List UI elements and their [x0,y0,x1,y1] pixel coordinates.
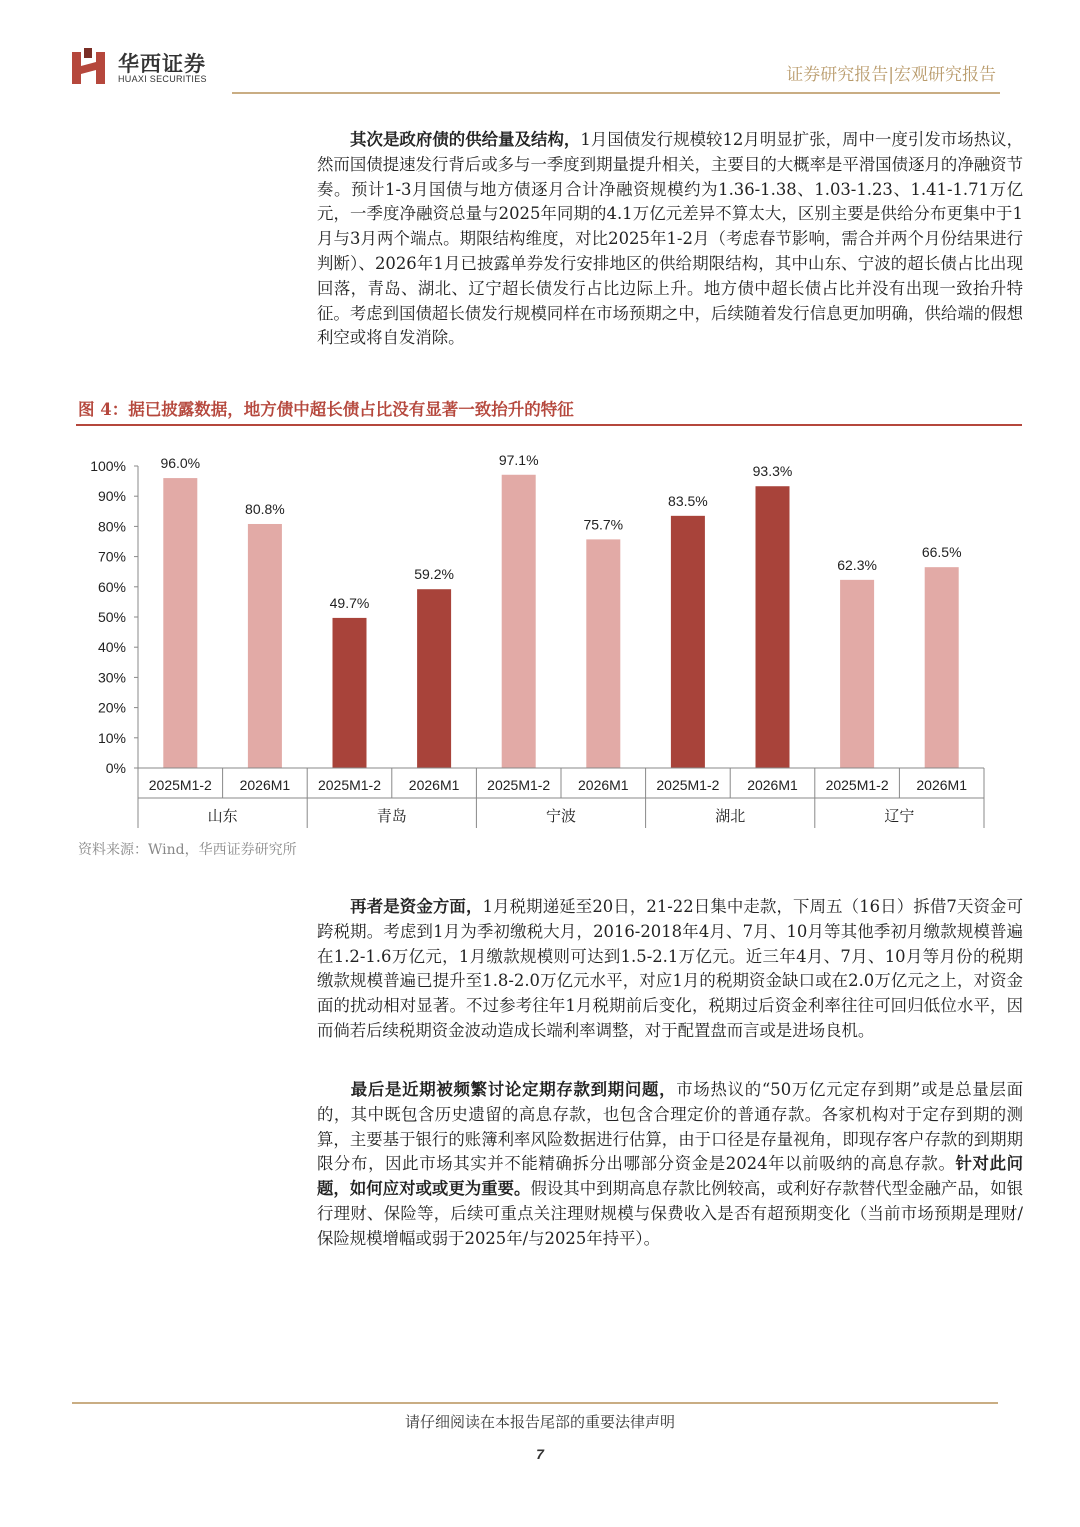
brand-name-en: HUAXI SECURITIES [118,74,207,84]
data-label: 62.3% [837,556,877,573]
data-label: 80.8% [245,500,285,517]
paragraph-body: 1月国债发行规模较12月明显扩张，周中一度引发市场热议，然而国债提速发行背后或多与一季度到期量提升相关，主要目的大概率是平滑国债逐月的净融资节奏。预计1-3月国债与地方债逐月合计净融资规模约为1.36-1.38、1.03-1.23、1.41-1.71万亿元，一季度净融资总量与2025年同期的4.1万亿元差异不算太大，区别主要是供给分布更集中于1月与3月两个端点。期限结构维度，对比2025年1-2月（考虑春节影响，需合并两个月份结果进行判断）、2026年1月已披露单券发行安排地区的供给期限结构，其中山东、宁波的超长债占比出现回落，青岛、湖北、辽宁超长债发行占比边际上升。地方债中超长债占比并没有出现一致抬升特征。考虑到国债超长债发行规模同样在市场预期之中，后续随着发行信息更加明确，供给端的假想利空或将自发消除。 [317,130,1023,348]
y-tick-label: 40% [97,639,126,656]
paragraph-lead: 最后是近期被频繁讨论定期存款到期问题， [350,1080,677,1099]
figure-divider [76,424,1022,426]
bar [925,567,959,768]
paragraph-body: 市场热议的“50万亿元定存到期”或是总量层面的，其中既包含历史遗留的高息存款，也包含合理定价的普通存款。各家机构对于定存到期的测算，主要基于银行的账簿利率风险数据进行估算，由于口径是存量视角，即现存客户存款的到期期限分布，因此市场其实并不能精确拆分出哪部分资金是2024年以前吸纳的高息存款。 [317,1080,1024,1174]
x-axis [138,768,984,828]
data-label: 66.5% [921,544,962,561]
brand-name: 华西证券 [118,52,206,76]
paragraph-lead: 再者是资金方面， [350,897,483,916]
x-category-label: 2026M1 [916,777,967,793]
paragraph-liquidity [317,895,1023,1044]
report-type: 证券研究报告|宏观研究报告 [786,65,996,85]
bar [417,589,451,768]
x-group-label: 青岛 [376,808,407,825]
x-category-label: 2025M1-2 [656,777,720,793]
y-tick-label: 90% [97,488,126,505]
y-tick-label: 0% [105,760,126,776]
x-group-label: 山东 [207,808,238,825]
x-category-label: 2025M1-2 [148,777,212,793]
data-label: 93.3% [752,463,793,480]
bar-chart [76,440,1016,835]
bar [502,475,536,768]
paragraph-body-tail: 假设其中到期高息存款比例较高，或利好存款替代型金融产品，如银行理财、保险等，后续可重点关注理财规模与保费收入是否有超预期变化（当前市场预期是理财/保险规模增幅或弱于2025年/与2025年持平）。 [317,1179,1024,1248]
y-tick-label: 100% [90,458,126,474]
bar [333,618,367,768]
x-group-label: 辽宁 [884,808,915,825]
bar [248,524,282,768]
y-tick-label: 10% [97,729,126,746]
paragraph-bold-sentence: 针对此问题，如何应对或或更为重要。 [317,1154,1024,1199]
y-tick-label: 30% [97,669,126,686]
bars [160,452,961,768]
bar [671,516,705,768]
paragraph-deposits [317,1078,1023,1252]
bar [163,478,197,768]
x-category-label: 2025M1-2 [825,777,889,793]
huaxi-logo-icon [72,48,116,88]
figure-title: 图 4：据已披露数据，地方债中超长债占比没有显著一致抬升的特征 [78,400,574,419]
y-axis [90,458,138,776]
x-category-label: 2026M1 [239,777,291,793]
data-label: 96.0% [160,455,201,472]
x-category-label: 2025M1-2 [317,777,382,793]
bar [586,539,620,768]
x-category-label: 2025M1-2 [487,777,551,793]
x-category-label: 2026M1 [578,777,629,793]
y-tick-label: 60% [97,578,126,595]
page-number: 7 [536,1446,544,1462]
data-label: 97.1% [498,451,539,468]
data-label: 49.7% [329,594,370,611]
legal-disclaimer: 请仔细阅读在本报告尾部的重要法律声明 [404,1413,675,1431]
y-tick-label: 20% [97,699,126,716]
data-label: 83.5% [668,492,708,509]
data-label: 75.7% [583,516,624,533]
x-category-label: 2026M1 [408,777,460,793]
y-tick-label: 80% [97,518,126,535]
footer-divider [72,1402,998,1404]
paragraph-lead: 其次是政府债的供给量及结构， [350,130,581,149]
y-tick-label: 50% [97,609,126,625]
data-label: 59.2% [414,566,454,583]
x-group-label: 湖北 [715,808,746,825]
figure-source: 资料来源：Wind，华西证券研究所 [78,842,297,858]
paragraph-body: 1月税期递延至20日，21-22日集中走款，下周五（16日）拆借7天资金可跨税期。考虑到1月为季初缴税大月，2016-2018年4月、7月、10月等其他季初月缴款规模普遍在1.2-1.6万亿元，1月缴款规模则可达到1.5-2.1万亿元。近三年4月、7月、10月等月份的税期缴款规模普遍已提升至1.8-2.0万亿元水平，对应1月的税期资金缺口或在2.0万亿元之上，对资金面的扰动相对显著。不过参考往年1月税期前后变化，税期过后资金利率往往可回归低位水平，因而倘若后续税期资金波动造成长端利率调整，对于配置盘而言或是进场良机。 [317,897,1023,1040]
paragraph-supply [317,128,1023,351]
header-divider [232,92,1000,94]
y-tick-label: 70% [97,548,126,565]
bar [756,486,790,768]
bar [840,580,874,768]
x-category-label: 2026M1 [747,777,798,793]
x-group-label: 宁波 [545,808,577,825]
